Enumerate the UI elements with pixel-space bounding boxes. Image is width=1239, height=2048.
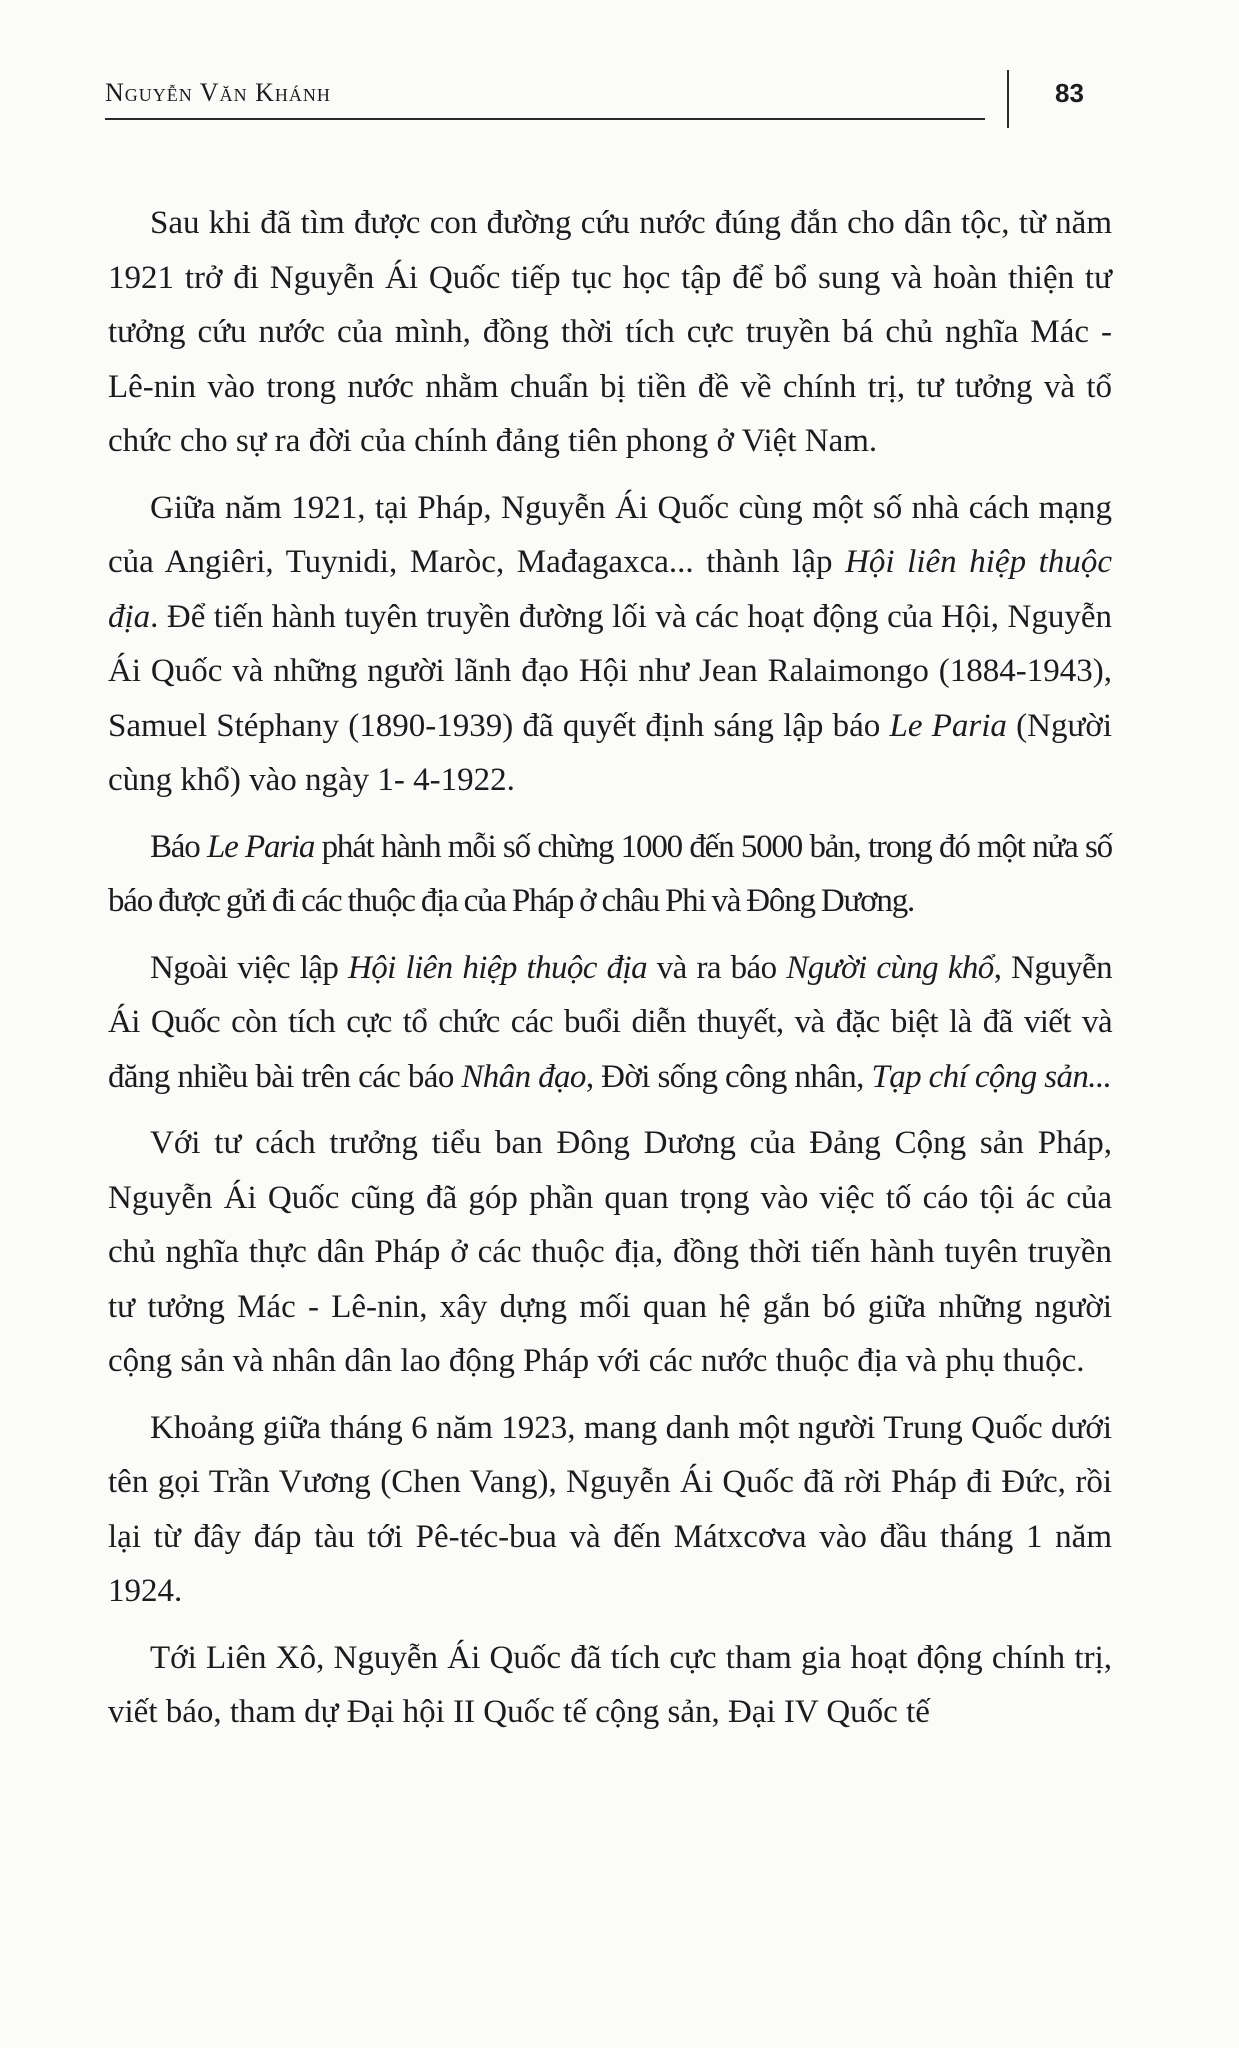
paragraph <box>108 481 1112 808</box>
paragraph <box>108 196 1112 469</box>
paragraph-text: Tới Liên Xô, Nguyễn Ái Quốc đã tích cực tham gia hoạt động chính trị, viết báo, tham dự Đại hội II Quốc tế cộng sản, Đại IV Quốc tế <box>108 1639 1112 1730</box>
running-head: Nguyễn Văn Khánh <box>105 78 331 107</box>
paragraph-text: phát hành mỗi số chừng 1000 đến 5000 bản, trong đó một nửa số báo được gửi đi các thuộc địa của Pháp ở châu Phi và Đông Dương. <box>108 828 1112 919</box>
italic-text: Le Paria <box>206 828 315 865</box>
paragraph <box>108 1116 1112 1389</box>
paragraph-text: Sau khi đã tìm được con đường cứu nước đúng đắn cho dân tộc, từ năm 1921 trở đi Nguyễn Ái Quốc tiếp tục học tập để bổ sung và hoàn thiện tư tưởng cứu nước của mình, đồng thời tích cực truyền bá chủ nghĩa Mác - Lê-nin vào trong nước nhằm chuẩn bị tiền đề về chính trị, tư tưởng và tổ chức cho sự ra đời của chính đảng tiên phong ở Việt Nam. <box>108 205 1112 459</box>
page-header <box>105 78 1115 128</box>
paragraph-text: , Đời sống công nhân, <box>585 1058 872 1095</box>
paragraph <box>108 1401 1112 1619</box>
paragraph-text: Với tư cách trưởng tiểu ban Đông Dương của Đảng Cộng sản Pháp, Nguyễn Ái Quốc cũng đã góp phần quan trọng vào việc tố cáo tội ác của chủ nghĩa thực dân Pháp ở các thuộc địa, đồng thời tiến hành tuyên truyền tư tưởng Mác - Lê-nin, xây dựng mối quan hệ gắn bó giữa những người cộng sản và nhân dân lao động Pháp với các nước thuộc địa và phụ thuộc. <box>108 1125 1112 1379</box>
paragraph-text: Ngoài việc lập <box>150 949 349 986</box>
header-divider <box>1007 70 1009 128</box>
paragraph-text: Khoảng giữa tháng 6 năm 1923, mang danh một người Trung Quốc dưới tên gọi Trần Vương (Chen Vang), Nguyễn Ái Quốc đã rời Pháp đi Đức, rồi lại từ đây đáp tàu tới Pê-téc-bua và đến Mátxcơva vào đầu tháng 1 năm 1924. <box>108 1409 1112 1609</box>
italic-text: Nhân đạo <box>461 1058 586 1095</box>
paragraph-text: Báo <box>150 828 207 865</box>
paragraph <box>108 941 1112 1105</box>
body-text <box>108 196 1112 1752</box>
paragraph-text: . Để tiến hành tuyên truyền đường lối và các hoạt động của Hội, Nguyễn Ái Quốc và những người lãnh đạo Hội như Jean Ralaimongo (1884-1943), Samuel Stéphany (1890-1939) đã quyết định sáng lập báo <box>108 598 1112 744</box>
page-number: 83 <box>1055 78 1084 108</box>
italic-text: Hội liên hiệp thuộc địa <box>108 544 1112 635</box>
italic-text: Le Paria <box>889 707 1007 744</box>
paragraph-text: (Người cùng khổ) vào ngày 1- 4-1922. <box>108 707 1113 798</box>
paragraph <box>108 820 1112 929</box>
paragraph <box>108 1631 1112 1740</box>
header-rule <box>105 118 985 120</box>
paragraph-text: Giữa năm 1921, tại Pháp, Nguyễn Ái Quốc cùng một số nhà cách mạng của Angiêri, Tuynidi, Maròc, Mađagaxca... thành lập <box>108 489 1112 580</box>
italic-text: Hội liên hiệp thuộc địa <box>348 949 647 986</box>
italic-text: Tạp chí cộng sản... <box>871 1058 1112 1095</box>
paragraph-text: , Nguyễn Ái Quốc còn tích cực tổ chức các buổi diễn thuyết, và đặc biệt là đã viết và đăng nhiều bài trên các báo <box>108 949 1112 1095</box>
paragraph-text: và ra báo <box>646 949 787 986</box>
italic-text: Người cùng khổ <box>786 949 994 986</box>
